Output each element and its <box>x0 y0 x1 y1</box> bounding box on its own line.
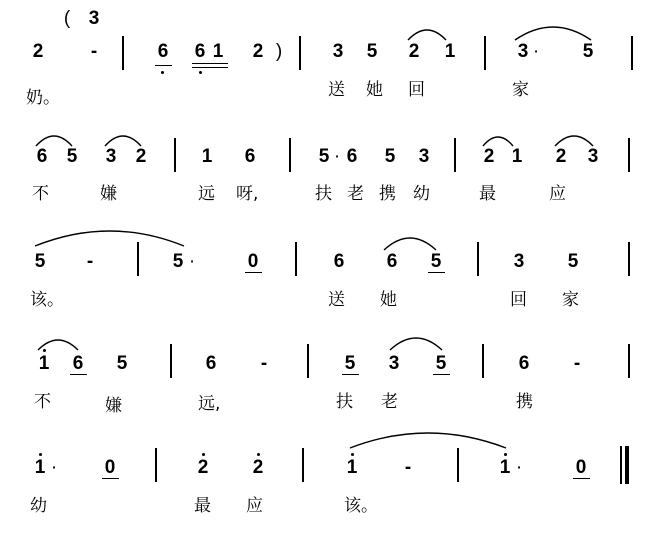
low-octave-dot <box>161 71 164 74</box>
bar-line <box>122 36 124 70</box>
note-dash: - <box>404 457 412 478</box>
lyric: 她 <box>380 290 397 310</box>
lyric: 老 <box>381 392 398 412</box>
lyric: 奶。 <box>26 88 60 108</box>
note: 2 <box>197 457 209 478</box>
note: 1 <box>38 353 50 374</box>
high-octave-dot <box>202 453 205 456</box>
note: 0 <box>575 457 587 478</box>
underline <box>155 65 172 66</box>
note: 1 <box>499 457 511 478</box>
slur <box>408 30 446 40</box>
underline <box>192 67 228 68</box>
note: 1 <box>212 41 224 62</box>
note-dash: - <box>573 353 581 374</box>
lyric: 回 <box>510 290 527 310</box>
bar-line <box>295 242 297 276</box>
note: 2 <box>252 457 264 478</box>
note: 3 <box>587 146 599 167</box>
lyric: 扶 <box>336 392 353 412</box>
bar-line <box>477 242 479 276</box>
note: 3 <box>105 146 117 167</box>
high-octave-dot <box>43 349 46 352</box>
note: 5 <box>318 146 330 167</box>
bar-line <box>457 448 459 482</box>
bar-line <box>302 448 304 482</box>
note: 5 <box>567 251 579 272</box>
note: 1 <box>34 457 46 478</box>
note: 5 <box>66 146 78 167</box>
note: 0 <box>104 457 116 478</box>
high-octave-dot <box>351 453 354 456</box>
note: 0 <box>247 251 259 272</box>
note: 3 <box>332 41 344 62</box>
note: 3 <box>388 353 400 374</box>
bar-line <box>628 242 630 276</box>
note: 6 <box>333 251 345 272</box>
slur <box>105 136 141 146</box>
note: 2 <box>32 41 44 62</box>
note: 5 <box>116 353 128 374</box>
bar-line <box>155 448 157 482</box>
note: 2 <box>135 146 147 167</box>
note: 3 <box>513 251 525 272</box>
underline <box>433 374 450 375</box>
note-paren-open: ( <box>63 8 71 29</box>
slur <box>36 136 72 146</box>
high-octave-dot <box>257 453 260 456</box>
slur <box>555 136 593 146</box>
underline <box>428 272 445 273</box>
note: 6 <box>194 41 206 62</box>
note: 5 <box>34 251 46 272</box>
final-bar-thick <box>625 446 629 484</box>
bar-line <box>454 138 456 172</box>
dot-augment: · <box>188 251 196 272</box>
note: 5 <box>366 41 378 62</box>
note: 2 <box>252 41 264 62</box>
underline <box>245 272 262 273</box>
note-dash: - <box>90 41 98 62</box>
note: 5 <box>435 353 447 374</box>
bar-line <box>174 138 176 172</box>
underline <box>342 374 359 375</box>
bar-line <box>628 138 630 172</box>
note: 1 <box>444 41 456 62</box>
slur <box>35 231 184 246</box>
bar-line <box>307 344 309 378</box>
note: 6 <box>157 41 169 62</box>
note: 3 <box>88 8 100 29</box>
note: 3 <box>418 146 430 167</box>
note: 2 <box>555 146 567 167</box>
lyric: 回 <box>408 80 425 100</box>
note: 1 <box>201 146 213 167</box>
lyric: 应 <box>246 496 263 516</box>
note: 2 <box>483 146 495 167</box>
note: 3 <box>517 41 529 62</box>
note-dash: - <box>260 353 268 374</box>
dot-augment: · <box>50 457 58 478</box>
slur <box>515 27 591 40</box>
lyric: 该。 <box>344 496 378 516</box>
bar-line <box>628 344 630 378</box>
note: 2 <box>408 41 420 62</box>
bar-line <box>137 242 139 276</box>
note: 6 <box>346 146 358 167</box>
lyric: 最 <box>194 496 211 516</box>
lyric: 家 <box>512 80 529 100</box>
note: 6 <box>518 353 530 374</box>
lyric: 不 <box>32 184 49 204</box>
slur <box>390 338 442 350</box>
underline <box>70 374 87 375</box>
note: 5 <box>430 251 442 272</box>
lyric: 携 <box>379 184 396 204</box>
lyric: 幼 <box>30 496 47 516</box>
lyric: 扶 <box>315 184 332 204</box>
note: 6 <box>205 353 217 374</box>
note: 5 <box>172 251 184 272</box>
note-paren-close: ) <box>275 41 283 62</box>
lyric: 远 <box>198 184 215 204</box>
note-dash: - <box>86 251 94 272</box>
dot-augment: · <box>333 146 341 167</box>
note: 1 <box>511 146 523 167</box>
lyric: 最 <box>479 184 496 204</box>
final-bar-thin <box>620 446 622 484</box>
high-octave-dot <box>504 453 507 456</box>
note: 1 <box>346 457 358 478</box>
note: 6 <box>72 353 84 374</box>
note: 5 <box>344 353 356 374</box>
lyric: 嫌 <box>100 184 117 204</box>
note: 5 <box>384 146 396 167</box>
dot-augment: · <box>532 41 540 62</box>
low-octave-dot <box>199 71 202 74</box>
slur <box>384 238 436 250</box>
lyric: 远, <box>198 394 221 414</box>
note: 6 <box>36 146 48 167</box>
underline <box>102 478 119 479</box>
lyric: 她 <box>366 80 383 100</box>
lyric: 嫌 <box>105 396 122 416</box>
lyric: 应 <box>549 184 566 204</box>
lyric: 家 <box>562 290 579 310</box>
lyric: 送 <box>328 290 345 310</box>
note: 5 <box>582 41 594 62</box>
lyric: 该。 <box>30 290 64 310</box>
bar-line <box>170 344 172 378</box>
bar-line <box>482 344 484 378</box>
bar-line <box>299 36 301 70</box>
bar-line <box>631 36 633 70</box>
lyric: 幼 <box>413 184 430 204</box>
underline <box>573 478 590 479</box>
high-octave-dot <box>39 453 42 456</box>
lyric: 老 <box>347 184 364 204</box>
underline <box>192 63 228 64</box>
lyric: 呀, <box>236 184 259 204</box>
lyric: 携 <box>516 392 533 412</box>
bar-line <box>289 138 291 172</box>
note: 6 <box>244 146 256 167</box>
bar-line <box>484 36 486 70</box>
slur <box>350 433 506 448</box>
slur <box>483 137 513 146</box>
dot-augment: · <box>515 457 523 478</box>
note: 6 <box>386 251 398 272</box>
lyric: 不 <box>34 392 51 412</box>
lyric: 送 <box>328 80 345 100</box>
